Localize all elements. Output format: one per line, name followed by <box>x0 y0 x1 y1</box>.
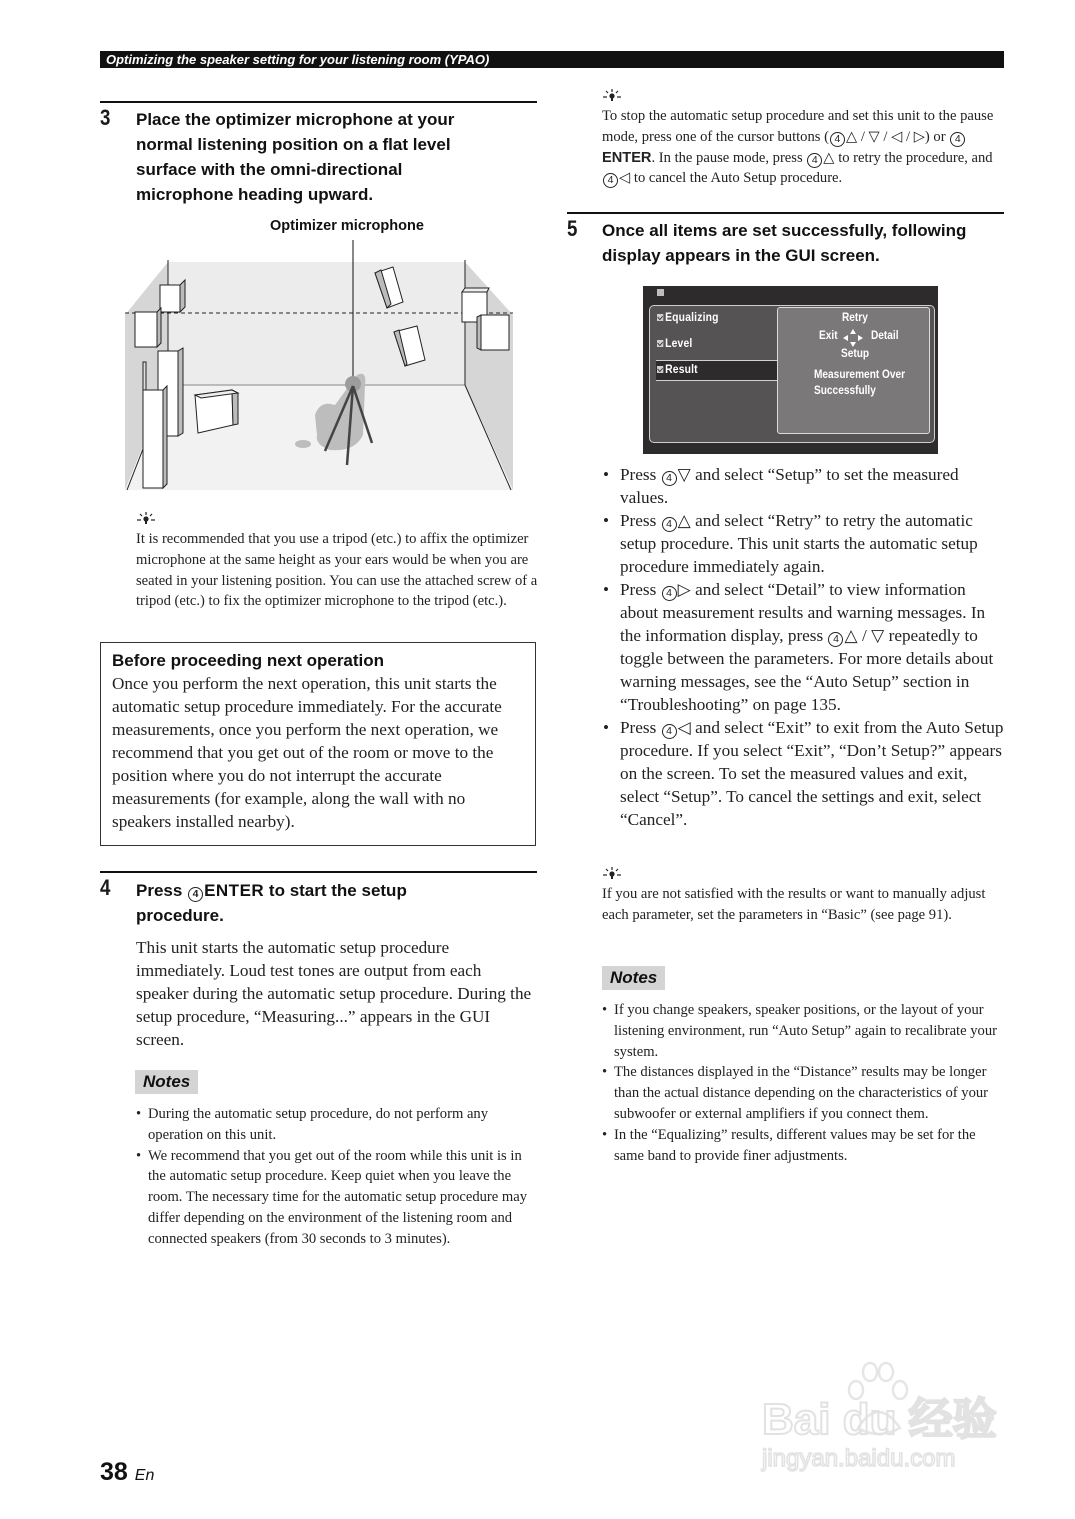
gui-indicator <box>657 289 664 296</box>
hint-icon <box>602 88 622 102</box>
gui-nav-detail[interactable]: Detail <box>871 330 899 342</box>
step3-title-line: normal listening position on a flat level <box>136 135 451 154</box>
option-item-retry <box>602 509 1006 578</box>
pause-hint-text <box>602 106 1006 189</box>
step5-number: 5 <box>567 216 578 241</box>
key-4-icon: 4 <box>830 132 845 147</box>
note-item: • We recommend that you get out of the room while this unit is in the automatic setup procedure. Keep quiet when you leave the room. The necessary time for the automatic setup procedure may differ depending on the environment of the listening room and connected speakers (from 30 seconds to 3 minutes). <box>136 1146 538 1250</box>
press-label: Press <box>620 465 657 484</box>
gui-menu-item-level[interactable] <box>657 338 692 350</box>
step3-divider <box>100 101 537 103</box>
step3-title-line: surface with the omni-directional <box>136 160 403 179</box>
page-number <box>100 1458 154 1487</box>
key-4-icon: 4 <box>662 724 677 739</box>
key-4-icon: 4 <box>828 632 843 647</box>
speaker-surround-left <box>135 308 161 347</box>
step5-divider <box>567 212 1004 214</box>
hint-icon <box>602 866 622 880</box>
step5-notes-list <box>602 1000 1006 1166</box>
up-arrow-icon: △ <box>677 511 691 530</box>
hint-text-segment: ) or <box>924 128 946 145</box>
gui-screen <box>643 286 938 454</box>
option-text: and select “Exit” to exit from the Auto Setup procedure. If you select “Exit”, “Don’t Setup?” appears on the screen. To set the measured values and exit, select “Setup”. To cancel the settings and exit, select “Cancel”. <box>620 718 1004 829</box>
gui-menu-item-label: Equalizing <box>665 312 719 324</box>
figure-caption: Optimizer microphone <box>270 218 424 234</box>
step4-number: 4 <box>100 875 111 900</box>
step4-body: This unit starts the automatic setup procedure immediately. Loud test tones are output from each speaker during the automatic setup procedure. During the setup procedure, “Measuring...” appears in the GUI screen. <box>136 938 532 1049</box>
gui-result-panel <box>777 307 930 434</box>
hint-icon <box>136 511 156 525</box>
step4-title <box>136 878 536 928</box>
enter-key-label: ENTER <box>204 881 265 900</box>
gui-nav-retry[interactable]: Retry <box>842 312 868 324</box>
step5-options-list <box>602 463 1006 831</box>
notice-box <box>100 642 536 846</box>
gui-nav-setup[interactable]: Setup <box>841 348 870 360</box>
notice-title: Before proceeding next operation <box>112 651 385 670</box>
gui-message-line2: Successfully <box>814 385 876 397</box>
option-text: and select “Setup” to set the measured values. <box>620 465 959 507</box>
checkbox-icon <box>657 366 663 373</box>
hint-text-segment: to cancel the Auto Setup procedure. <box>633 170 843 187</box>
step4-title-prefix: Press <box>136 881 183 900</box>
speaker-surround-right <box>477 315 509 350</box>
section-header <box>100 51 1004 68</box>
watermark-url: jingyan.baidu.com <box>762 1445 956 1472</box>
press-label: Press <box>620 580 657 599</box>
key-4-icon: 4 <box>662 586 677 601</box>
back-wall <box>168 262 465 385</box>
option-item-exit <box>602 716 1006 831</box>
room-illustration <box>125 240 515 495</box>
enter-key-label: ENTER <box>602 149 652 166</box>
gui-message-line1: Measurement Over <box>814 369 906 381</box>
step4-divider <box>100 871 537 873</box>
step3-title <box>136 107 536 207</box>
key-4-icon: 4 <box>807 153 822 168</box>
key-4-icon: 4 <box>950 132 965 147</box>
note-item: • If you change speakers, speaker positions, or the layout of your listening environment, run “Auto Setup” again to recalibrate your system. <box>602 1000 1006 1062</box>
key-4-icon: 4 <box>603 173 618 188</box>
notice-body: Once you perform the next operation, this unit starts the automatic setup procedure immediately. For the accurate measurements, once you perform the next operation, we recommend that you get out of the room or move to the position where you do not interrupt the accurate measurements (for example, along the wall with no speakers installed nearby). <box>112 674 502 831</box>
option-item-detail <box>602 578 1006 716</box>
cursor-arrows-icon <box>840 328 866 348</box>
speaker-front-left-high <box>160 280 185 312</box>
step3-title-line: microphone heading upward. <box>136 185 374 204</box>
notes-badge: Notes <box>135 1070 198 1094</box>
notes-badge: Notes <box>602 966 665 990</box>
gui-menu-item-equalizing[interactable] <box>657 312 719 324</box>
step3-title-line: Place the optimizer microphone at your <box>136 110 455 129</box>
paw-icon <box>863 1363 877 1381</box>
option-text: and select “Detail” to view information about measurement results and warning messages. In the information display, press <box>620 580 986 645</box>
gui-menu-item-label: Level <box>665 338 693 350</box>
step4-title-suffix: to start the setup <box>268 881 407 900</box>
press-label: Press <box>620 718 657 737</box>
key-4-icon: 4 <box>188 887 203 902</box>
gui-menu-item-result[interactable] <box>657 364 698 376</box>
option-item-setup <box>602 463 1006 509</box>
step4-notes-list <box>136 1104 538 1250</box>
step5-hint-text: If you are not satisfied with the results or want to manually adjust each parameter, set the parameters in “Basic” (see page 91). <box>602 886 986 923</box>
step5-title-line: Once all items are set successfully, following <box>602 221 967 240</box>
baidu-watermark <box>760 1358 1015 1478</box>
watermark-brand: Bai du 经验 <box>762 1395 997 1444</box>
left-arrow-icon: ◁ <box>619 170 631 187</box>
step4-title-line2: procedure. <box>136 906 224 925</box>
left-arrow-icon: ◁ <box>677 718 691 737</box>
step5-title <box>602 218 1012 268</box>
key-4-icon: 4 <box>662 517 677 532</box>
cursor-arrows-icon: △ / ▽ / ◁ / ▷ <box>845 128 925 145</box>
option-text: and select “Retry” to retry the automatic setup procedure. This unit starts the automatic setup procedure immediately again. <box>620 511 978 576</box>
step3-number: 3 <box>100 105 111 130</box>
hint-text-segment: . In the pause mode, press <box>651 149 803 166</box>
option-text: repeatedly to toggle between the parameters. For more details about warning messages, see the “Auto Setup” section in “Troubleshooting” on page 135. <box>620 626 994 714</box>
note-item: • The distances displayed in the “Distance” results may be longer than the actual distance depending on the characteristics of your subwoofer or external amplifiers if you connect them. <box>602 1062 1006 1124</box>
hint-text-segment: to retry the procedure, and <box>838 149 993 166</box>
note-item: • In the “Equalizing” results, different values may be set for the same band to provide finer adjustments. <box>602 1125 1006 1167</box>
note-item: • During the automatic setup procedure, do not perform any operation on this unit. <box>136 1104 538 1146</box>
key-4-icon: 4 <box>662 471 677 486</box>
press-label: Press <box>620 511 657 530</box>
page-language: En <box>134 1467 155 1484</box>
step5-title-line: display appears in the GUI screen. <box>602 246 880 265</box>
checkbox-icon <box>657 314 663 321</box>
section-header-title: Optimizing the speaker setting for your listening room (YPAO) <box>106 52 490 67</box>
up-arrow-icon: △ <box>823 149 835 166</box>
step3-hint-text: It is recommended that you use a tripod (etc.) to affix the optimizer microphone at the same height as your ears would be when you are seated in your listening position. You can use the attached screw of a tripod (etc.) to fix the optimizer microphone to the tripod (etc.). <box>136 531 538 610</box>
gui-menu-item-label: Result <box>665 364 698 376</box>
right-arrow-icon: ▷ <box>677 580 691 599</box>
page-number-value: 38 <box>100 1458 128 1486</box>
gui-nav-exit[interactable]: Exit <box>819 330 838 342</box>
checkbox-icon <box>657 340 663 347</box>
down-arrow-icon: ▽ <box>677 465 691 484</box>
hint-text-segment: To stop the automatic setup procedure and set this unit to the pause mode, press one of the cursor buttons ( <box>602 108 994 145</box>
up-down-arrow-icon: △ / ▽ <box>844 626 885 645</box>
